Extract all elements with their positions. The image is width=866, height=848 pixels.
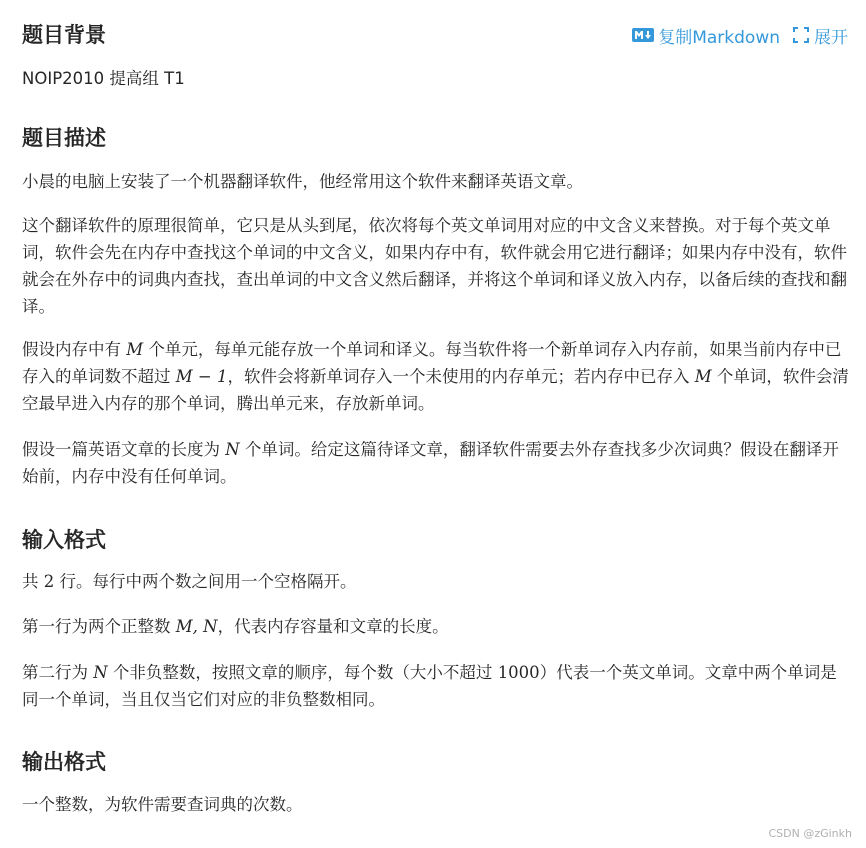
math-M: M [694,367,712,386]
description-p4: 假设一篇英语文章的长度为 N 个单词。给定这篇待译文章，翻译软件需要去外存查找多少次词典？假设在翻译开始前，内存中没有任何单词。 [22,440,839,486]
copy-markdown-button[interactable] [632,23,780,48]
output-format-title: 输出格式 [22,750,106,774]
input-format-title: 输入格式 [22,528,106,552]
copy-markdown-label: 复制Markdown [658,27,780,48]
math-2: 2 [43,572,55,591]
background-title: 题目背景 [22,23,106,47]
input-format-p2: 第一行为两个正整数 M, N，代表内存容量和文章的长度。 [22,617,449,636]
math-N: N [225,440,240,459]
description-p3: 假设内存中有 M 个单元，每单元能存放一个单词和译义。每当软件将一个新单词存入内存前，如果当前内存中已存入的单词数不超过 M − 1，软件会将新单词存入一个未使用的内存单元；若内存中已存入 M 个单词，软件会清空最早进入内存的那个单词，腾出单元来，存放新单词。 [22,340,849,413]
background-text: NOIP2010 提高组 T1 [22,69,185,88]
math-M-minus-1: M − 1 [175,367,228,386]
markdown-icon [632,28,654,42]
math-M-N: M, N [175,617,218,636]
description-title: 题目描述 [22,126,106,150]
header-actions [632,21,848,49]
math-M: M [126,340,144,359]
input-format-p3: 第二行为 N 个非负整数，按照文章的顺序，每个数（大小不超过 1000）代表一个英文单词。文章中两个单词是同一个单词，当且仅当它们对应的非负整数相同。 [22,663,837,709]
description-p2: 这个翻译软件的原理很简单，它只是从头到尾，依次将每个英文单词用对应的中文含义来替换。对于每个英文单词，软件会先在内存中查找这个单词的中文含义，如果内存中有，软件就会用它进行翻译；如果内存中没有，软件就会在外存中的词典内查找，查出单词的中文含义然后翻译，并将这个单词和译义放入内存，以备后续的查找和翻译。 [22,216,847,316]
expand-icon [792,26,810,44]
math-1000: 1000 [497,663,540,682]
expand-label: 展开 [814,27,848,48]
watermark: CSDN @zGinkh [768,827,852,840]
expand-button[interactable] [792,23,848,48]
description-p1: 小晨的电脑上安装了一个机器翻译软件，他经常用这个软件来翻译英语文章。 [22,172,583,191]
output-format-p1: 一个整数，为软件需要查词典的次数。 [22,795,303,814]
math-N: N [93,663,108,682]
input-format-p1: 共 2 行。每行中两个数之间用一个空格隔开。 [22,572,357,591]
